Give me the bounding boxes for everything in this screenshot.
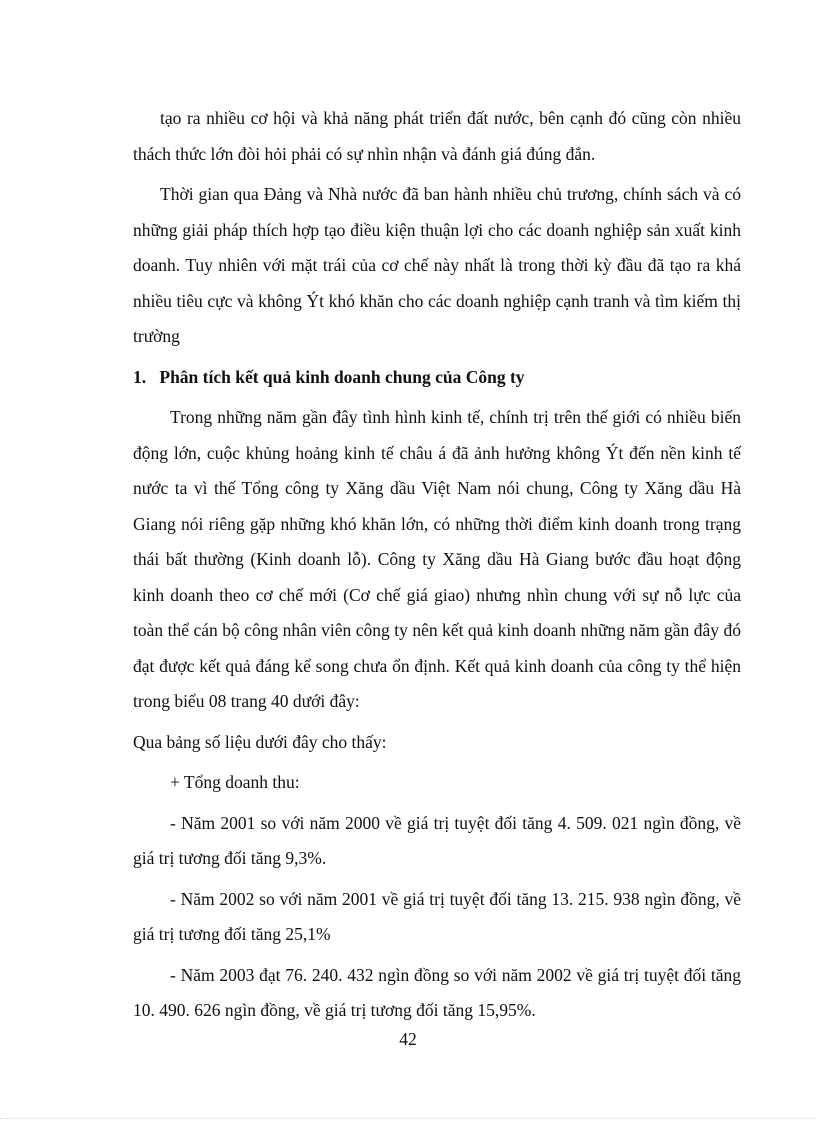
revenue-label: + Tổng doanh thu: [170, 772, 300, 792]
section-heading [133, 360, 741, 396]
page-number: 42 [399, 1029, 417, 1049]
page-body [133, 101, 741, 1034]
section-title: Phân tích kết quả kinh doanh chung của Công ty [159, 366, 525, 387]
table-intro: Qua bảng số liệu dưới đây cho thấy: [133, 731, 387, 752]
section-paragraph: Trong những năm gần đây tình hình kinh tế, chính trị trên thế giới có nhiều biến động lớn, cuộc khủng hoảng kinh tế châu á đã ảnh hưởng không Ýt đến nền kinh tế nước ta vì thế Tổng công ty Xăng dầu Việt Nam nói chung, Công ty Xăng dầu Hà Giang nói riêng gặp những khó khăn lớn, có những thời điểm kinh doanh trong trạng thái bất thường (Kinh doanh lỗ). Công ty Xăng dầu Hà Giang bước đầu hoạt động kinh doanh theo cơ chế mới (Cơ chế giá giao) nhưng nhìn chung với sự nỗ lực của toàn thể cán bộ công nhân viên công ty nên kết quả kinh doanh những năm gần đây đó đạt được kết quả đáng kể song chưa ổn định. Kết quả kinh doanh của công ty thể hiện trong biểu 08 trang 40 dưới đây: [133, 407, 741, 711]
list-item-2003: - Năm 2003 đạt 76. 240. 432 ngìn đồng so với năm 2002 về giá trị tuyệt đối tăng 10. 490. 626 ngìn đồng, về giá trị tương đối tăng 15,95%. [133, 964, 741, 1020]
list-item-2001: - Năm 2001 so với năm 2000 về giá trị tuyệt đối tăng 4. 509. 021 ngìn đồng, về giá trị tương đối tăng 9,3%. [133, 812, 741, 868]
list-item-2002: - Năm 2002 so với năm 2001 về giá trị tuyệt đối tăng 13. 215. 938 ngìn đồng, về giá trị tương đối tăng 25,1% [133, 888, 741, 944]
intro-paragraph-1: tạo ra nhiều cơ hội và khả năng phát triển đất nước, bên cạnh đó cũng còn nhiều thách thức lớn đòi hỏi phải có sự nhìn nhận và đánh giá đúng đắn. [133, 108, 741, 164]
intro-paragraph-2: Thời gian qua Đảng và Nhà nước đã ban hành nhiều chủ trương, chính sách và có những giải pháp thích hợp tạo điều kiện thuận lợi cho các doanh nghiệp sản xuất kinh doanh. Tuy nhiên với mặt trái của cơ chế này nhất là trong thời kỳ đầu đã tạo ra khá nhiều tiêu cực và không Ýt khó khăn cho các doanh nghiệp cạnh tranh và tìm kiếm thị trường [133, 184, 741, 346]
section-number: 1. [133, 366, 147, 387]
page-bottom-divider [0, 1118, 816, 1119]
